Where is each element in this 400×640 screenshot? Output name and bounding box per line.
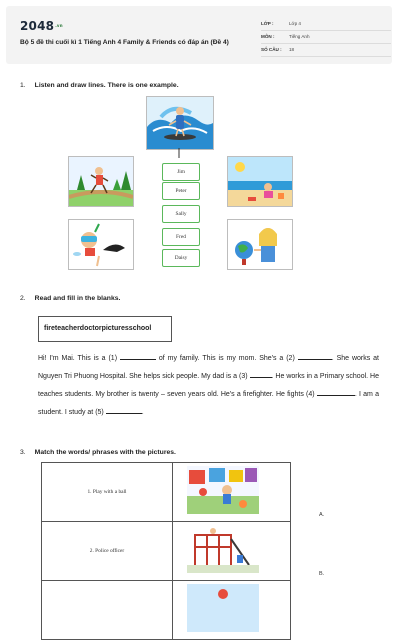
section-title: Match the words/ phrases with the pictures. (34, 449, 176, 456)
section-number: 1. (20, 82, 26, 89)
name-box-fred[interactable]: Fred (162, 228, 200, 246)
name-box-daisy[interactable]: Daisy (162, 249, 200, 267)
paragraph-text: . I am a student. I study at (5) (38, 391, 380, 416)
fill-in-paragraph (38, 350, 379, 422)
meta-subject (261, 31, 391, 44)
blank-3[interactable] (250, 371, 272, 378)
logo-suffix: .vn (55, 23, 63, 28)
answer-letter: B. (319, 571, 325, 577)
paragraph-text: . (141, 409, 144, 416)
meta-value: 18 (289, 47, 295, 52)
name-box-peter[interactable]: Peter (162, 182, 200, 200)
blank-1[interactable] (120, 353, 156, 360)
boy-running-picture (68, 156, 134, 207)
word-bank-box: fireteacherdoctorpicturesschool (38, 316, 172, 342)
answer-letter: A. (319, 512, 325, 518)
girl-globe-picture (227, 219, 293, 270)
paragraph-text: . She works at Nguyen Tri Phuong Hospital. She helps sick people. My dad is a (3) (38, 355, 379, 380)
section-number: 2. (20, 295, 26, 302)
playground-picture (187, 466, 259, 514)
match-word-2[interactable]: 2. Police officer (42, 522, 173, 581)
surfer-picture (146, 96, 214, 150)
match-word-3[interactable] (42, 581, 173, 640)
match-picture-b[interactable] (173, 522, 325, 581)
match-picture-a[interactable] (173, 463, 325, 522)
match-word-1[interactable]: 1. Play with a ball (42, 463, 173, 522)
blank-2[interactable] (298, 353, 332, 360)
document-title: Bộ 5 đề thi cuối kì 1 Tiếng Anh 4 Family & Friends có đáp án (Đề 4) (20, 39, 229, 46)
meta-label: LỚP : (261, 21, 274, 26)
table-row (42, 581, 291, 640)
climbing-frame-picture (187, 525, 259, 573)
paragraph-text: of my family. This is my mom. She's a (2) (155, 355, 298, 362)
sky-picture (187, 584, 259, 632)
meta-label: MÔN : (261, 34, 275, 39)
paragraph-text: Hi! I'm Mai. This is a (1) (38, 355, 120, 362)
logo-text: 2048 (20, 19, 55, 33)
paragraph-text: . He works in a Primary school. He teaches students. My brother is twenty – seven years old. He's a firefighter. He fights (4) (38, 373, 380, 398)
blank-4[interactable] (317, 389, 355, 396)
table-row (42, 463, 291, 522)
meta-label: SỐ CÂU : (261, 47, 282, 52)
site-logo[interactable] (20, 19, 63, 33)
match-picture-c[interactable] (173, 581, 291, 640)
name-box-jim[interactable]: Jim (162, 163, 200, 181)
section-1-heading (20, 82, 179, 89)
blank-5[interactable] (106, 407, 142, 414)
section-number: 3. (20, 449, 26, 456)
meta-class (261, 18, 391, 31)
example-line (178, 148, 180, 158)
section-3-heading (20, 449, 176, 456)
section-2-heading (20, 295, 120, 302)
table-row (42, 522, 291, 581)
matching-table (41, 462, 325, 640)
meta-value: Tiếng Anh (289, 34, 310, 39)
boy-snorkeling-picture (68, 219, 134, 270)
section-title: Read and fill in the blanks. (34, 295, 121, 302)
girl-beach-picture (227, 156, 293, 207)
name-box-sally[interactable]: Sally (162, 205, 200, 223)
section-title: Listen and draw lines. There is one example. (34, 82, 179, 89)
document-header (6, 6, 392, 64)
meta-value: Lớp 4 (289, 21, 301, 26)
meta-question-count (261, 44, 391, 57)
